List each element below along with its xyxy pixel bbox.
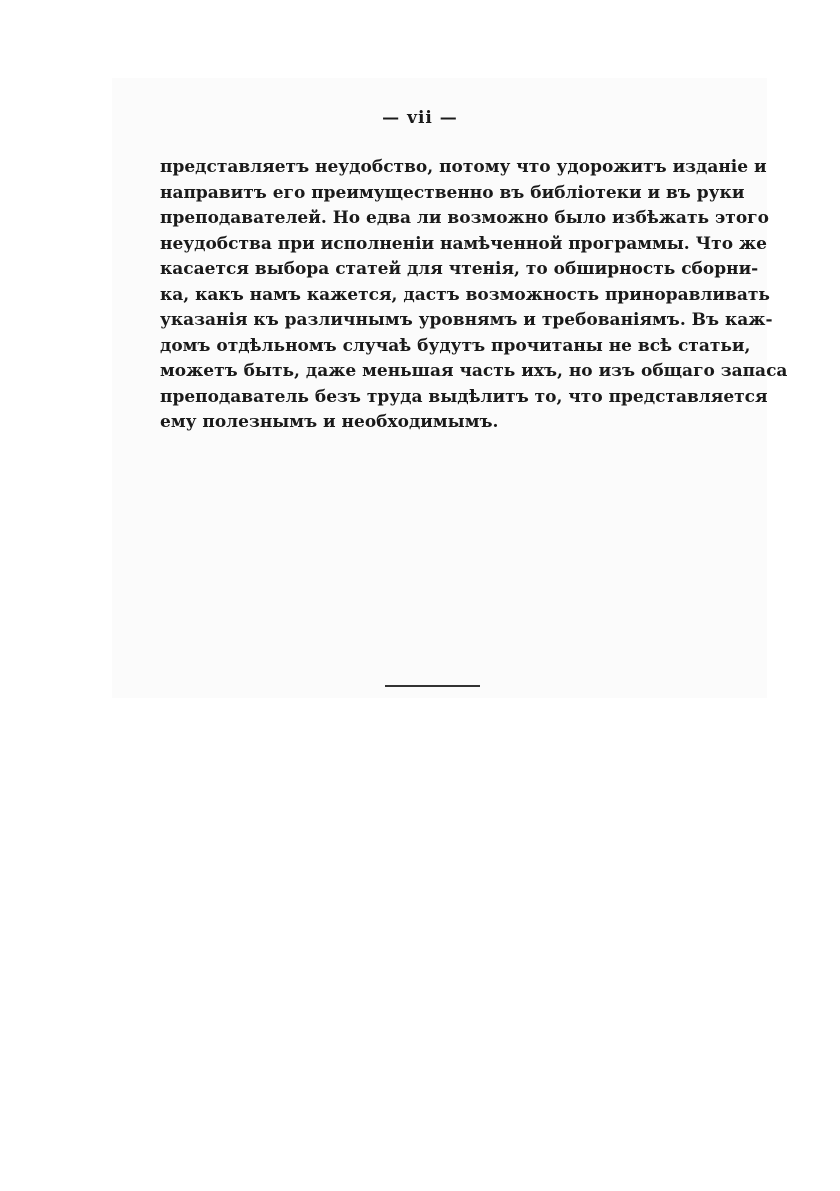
text-line: преподавателей. Но едва ли возможно было избѣжать этого (160, 208, 769, 228)
text-line: преподаватель безъ труда выдѣлитъ то, что представляется (160, 386, 768, 407)
text-line: неудобства при исполненіи намѣченной программы. Что же (160, 233, 767, 254)
text-line: направитъ его преимущественно въ библіотеки и въ руки (160, 182, 745, 203)
text-line: касается выбора статей для чтенія, то обширность сборни- (160, 259, 759, 279)
body-text (160, 155, 788, 436)
page-number: — vii — (382, 108, 458, 128)
text-line: представляетъ неудобство, потому что удорожитъ изданіе и (160, 157, 767, 177)
text-line: указанія къ различнымъ уровнямъ и требованіямъ. Въ каж- (160, 310, 773, 330)
end-divider (385, 685, 480, 687)
text-line: домъ отдѣльномъ случаѣ будутъ прочитаны не всѣ статьи, (160, 335, 751, 356)
text-line: можетъ быть, даже меньшая часть ихъ, но изъ общаго запаса (160, 361, 788, 381)
text-line: ему полезнымъ и необходимымъ. (160, 412, 499, 432)
text-line: ка, какъ намъ кажется, дастъ возможность приноравливать (160, 284, 770, 305)
